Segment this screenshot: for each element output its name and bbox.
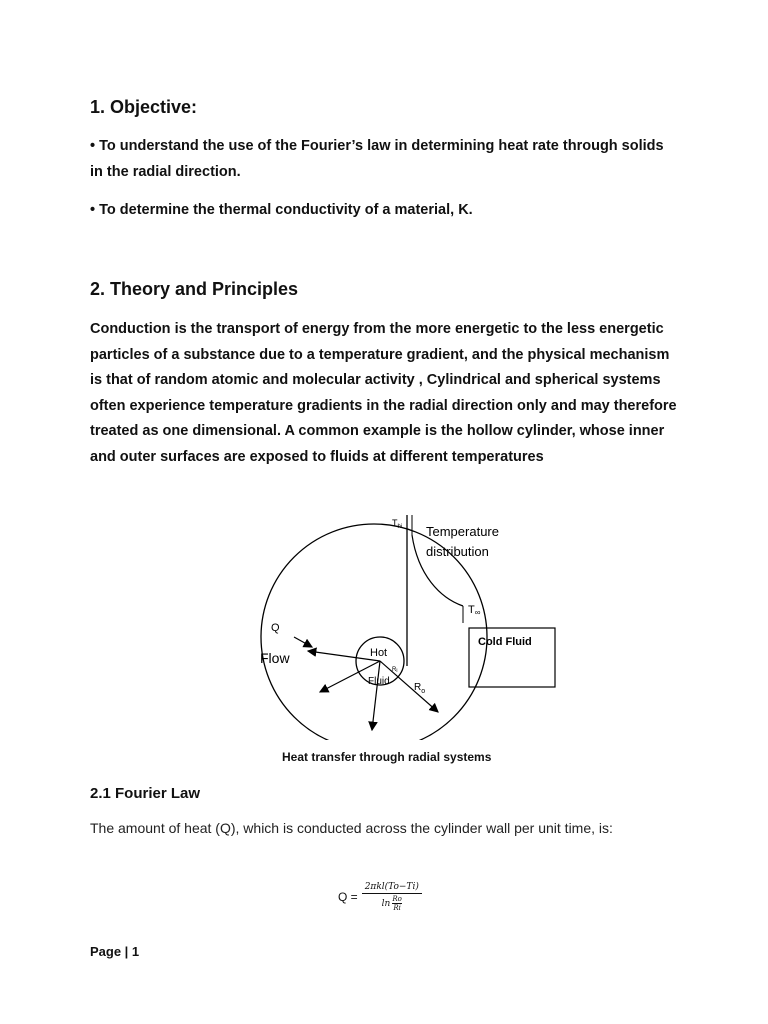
figure-caption: Heat transfer through radial systems <box>282 750 492 764</box>
formula-ri: Ri <box>393 904 401 912</box>
t-infinity-label: T∞ <box>468 604 481 617</box>
cold-fluid-label: Cold Fluid <box>478 636 532 648</box>
temperature-distribution-label-1: Temperature <box>426 524 499 539</box>
r-i-label: Ri <box>392 667 398 674</box>
objective-bullet-2: • To determine the thermal conductivity of a material, K. <box>90 202 473 218</box>
formula-radius-ratio <box>392 895 402 912</box>
temperature-distribution-label-2: distribution <box>426 544 489 559</box>
formula-ro: Ro <box>392 895 402 903</box>
hot-label: Hot <box>370 647 388 659</box>
flow-label: Flow <box>260 650 290 666</box>
theory-paragraph: Conduction is the transport of energy from the more energetic to the less energetic particles of a substance due to a temperature gradient, and the physical mechanism is that of random atomic and molecular activity , Cylindrical and spherical systems often experience temperature gradients in the radial direction only and may therefore treated as one dimensional. A common example is the hollow cylinder, whose inner and outer surfaces are exposed to fluids at different temperatures <box>90 321 677 465</box>
formula-denominator <box>382 894 402 912</box>
fourier-law-heading: 2.1 Fourier Law <box>90 785 201 802</box>
page-number: Page | 1 <box>90 944 140 959</box>
fluid-label: Fluid <box>368 676 390 687</box>
formula-lhs: Q = <box>338 890 358 904</box>
r-o-label: $R_o$ <box>414 682 426 695</box>
radial-heat-diagram <box>250 510 570 740</box>
objective-heading: 1. Objective: <box>90 97 198 117</box>
q-label: Q <box>271 622 280 634</box>
formula-numerator: 2πkl(To−Ti) <box>362 882 422 894</box>
objective-bullet-1: • To understand the use of the Fourier’s law in determining heat rate through solids in the radial direction. <box>90 138 664 180</box>
t-hi-label: $T_{hi}$ <box>392 518 403 530</box>
theory-heading: 2. Theory and Principles <box>90 279 299 299</box>
fourier-law-text: The amount of heat (Q), which is conducted across the cylinder wall per unit time, is: <box>90 820 613 836</box>
formula-ln: ln <box>381 898 391 909</box>
formula-fraction <box>362 882 422 912</box>
fourier-formula <box>338 882 422 912</box>
